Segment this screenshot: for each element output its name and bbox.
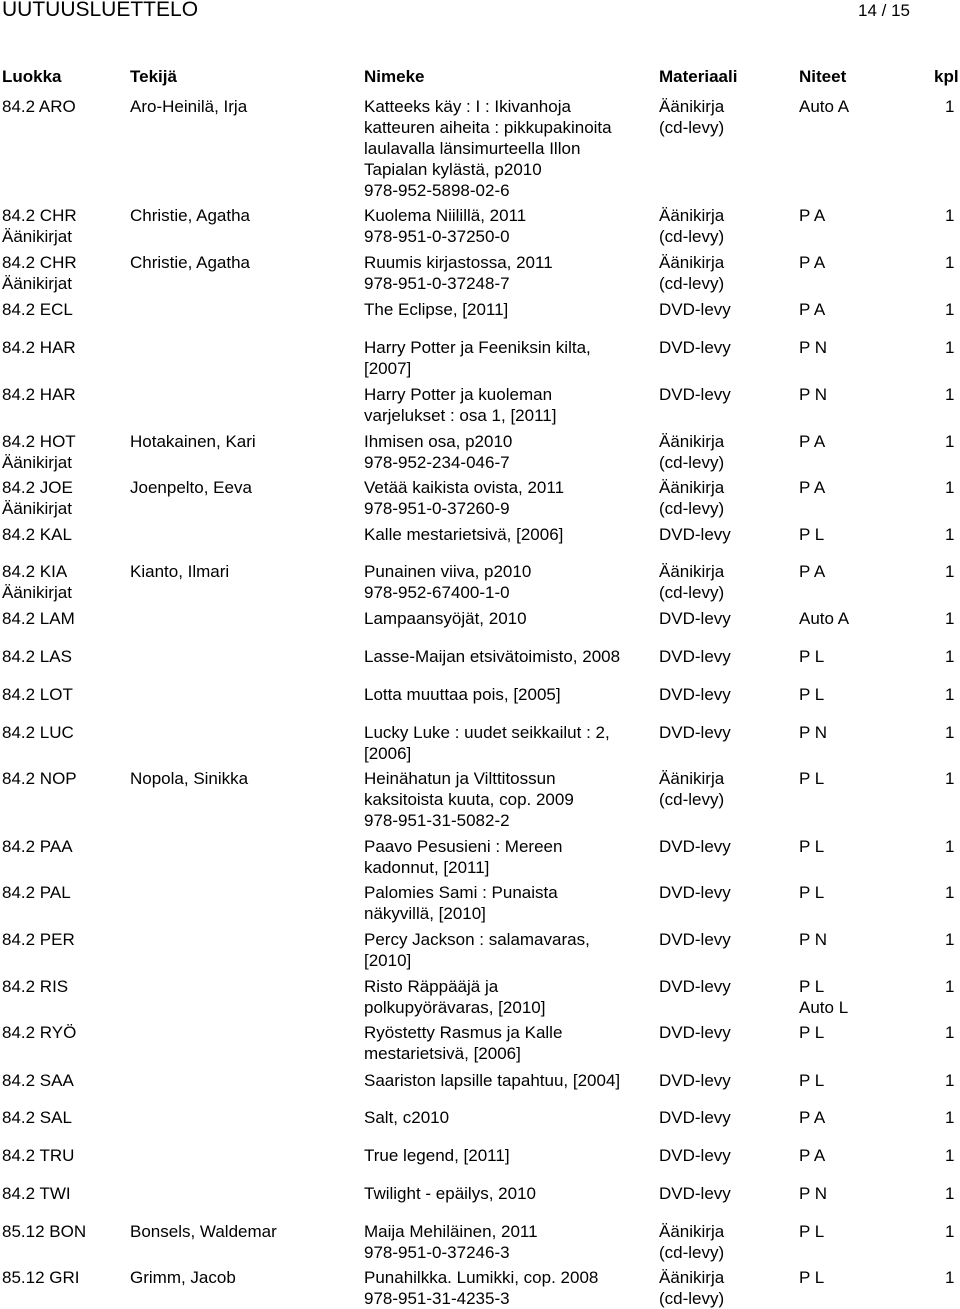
cell-line: P N xyxy=(799,1184,828,1203)
cell-line: Äänikirjat xyxy=(2,499,72,518)
cell-line: näkyvillä, [2010] xyxy=(364,904,486,923)
cell-kpl: 1 xyxy=(945,97,955,116)
cell-line: 84.2 HOT xyxy=(2,432,76,451)
cell-line: P L xyxy=(799,769,825,788)
cell-materiaali xyxy=(659,524,731,545)
cell-line: 978-951-31-4235-3 xyxy=(364,1289,510,1308)
cell-line: DVD-levy xyxy=(659,525,731,544)
cell-line: 84.2 KAL xyxy=(2,525,72,544)
cell-line: Saariston lapsille tapahtuu, [2004] xyxy=(364,1071,621,1090)
cell-luokka xyxy=(2,684,73,705)
cell-line: [2006] xyxy=(364,744,412,763)
cell-line: [2007] xyxy=(364,359,412,378)
cell-luokka xyxy=(2,646,72,667)
cell-kpl: 1 xyxy=(945,883,955,902)
cell-niteet xyxy=(799,882,824,903)
cell-line: Äänikirja xyxy=(659,1268,725,1287)
cell-line: 84.2 SAL xyxy=(2,1108,72,1127)
cell-luokka xyxy=(2,477,73,519)
cell-line: Lampaansyöjät, 2010 xyxy=(364,609,527,628)
cell-line: 84.2 JOE xyxy=(2,478,73,497)
cell-line: P N xyxy=(799,385,828,404)
cell-line: (cd-levy) xyxy=(659,118,725,137)
cell-materiaali xyxy=(659,337,731,358)
cell-line: P L xyxy=(799,977,825,996)
cell-line: P A xyxy=(799,1146,826,1165)
cell-nimeke xyxy=(364,1183,536,1204)
cell-line: 84.2 PAL xyxy=(2,883,71,902)
cell-line: Palomies Sami : Punaista xyxy=(364,883,558,902)
cell-line: 84.2 CHR xyxy=(2,206,77,225)
cell-niteet xyxy=(799,646,824,667)
cell-tekija xyxy=(130,768,248,789)
cell-line: Vetää kaikista ovista, 2011 xyxy=(364,478,565,497)
cell-line: Auto A xyxy=(799,97,850,116)
cell-materiaali xyxy=(659,252,724,294)
cell-line: Ruumis kirjastossa, 2011 xyxy=(364,253,553,272)
cell-line: Punahilkka. Lumikki, cop. 2008 xyxy=(364,1268,599,1287)
cell-line: Grimm, Jacob xyxy=(130,1268,236,1287)
cell-line: Äänikirjat xyxy=(2,227,72,246)
cell-luokka xyxy=(2,431,76,473)
cell-line: Äänikirjat xyxy=(2,583,72,602)
cell-nimeke xyxy=(364,836,562,878)
cell-line: Nopola, Sinikka xyxy=(130,769,249,788)
cell-line: DVD-levy xyxy=(659,1071,731,1090)
cell-tekija xyxy=(130,205,250,226)
cell-materiaali xyxy=(659,299,731,320)
page-number: 14 / 15 xyxy=(858,1,910,20)
cell-line: Katteeks käy : I : Ikivanhoja xyxy=(364,97,571,116)
cell-line: DVD-levy xyxy=(659,338,731,357)
cell-materiaali xyxy=(659,1145,731,1166)
cell-line: 84.2 LAM xyxy=(2,609,75,628)
cell-nimeke xyxy=(364,431,512,473)
cell-tekija xyxy=(130,561,229,582)
cell-materiaali xyxy=(659,768,724,810)
cell-luokka xyxy=(2,1022,76,1043)
cell-line: 84.2 LOT xyxy=(2,685,73,704)
cell-line: 978-952-67400-1-0 xyxy=(364,583,510,602)
cell-kpl: 1 xyxy=(945,253,955,272)
cell-niteet xyxy=(799,1183,827,1204)
cell-niteet xyxy=(799,1022,824,1043)
cell-niteet xyxy=(799,252,825,273)
cell-kpl: 1 xyxy=(945,206,955,225)
cell-line: P N xyxy=(799,723,828,742)
cell-kpl: 1 xyxy=(945,930,955,949)
cell-line: 85.12 BON xyxy=(2,1222,87,1241)
cell-line: Äänikirjat xyxy=(2,453,72,472)
cell-line: 84.2 PAA xyxy=(2,837,73,856)
cell-kpl: 1 xyxy=(945,1222,955,1241)
cell-line: Auto L xyxy=(799,998,849,1017)
cell-materiaali xyxy=(659,1070,731,1091)
cell-luokka xyxy=(2,882,71,903)
cell-niteet xyxy=(799,1221,824,1242)
cell-niteet xyxy=(799,477,825,498)
cell-line: 84.2 TWI xyxy=(2,1184,71,1203)
cell-line: P N xyxy=(799,930,828,949)
cell-nimeke xyxy=(364,1221,538,1263)
cell-nimeke xyxy=(364,384,556,426)
cell-line: P L xyxy=(799,1023,825,1042)
cell-niteet xyxy=(799,337,827,358)
cell-luokka xyxy=(2,1070,74,1091)
cell-line: 84.2 RIS xyxy=(2,977,69,996)
cell-kpl: 1 xyxy=(945,1184,955,1203)
cell-nimeke xyxy=(364,252,553,294)
cell-line: (cd-levy) xyxy=(659,790,725,809)
cell-line: 978-952-234-046-7 xyxy=(364,453,510,472)
cell-line: Bonsels, Waldemar xyxy=(130,1222,277,1241)
cell-kpl: 1 xyxy=(945,478,955,497)
cell-line: [2010] xyxy=(364,951,412,970)
cell-tekija xyxy=(130,431,256,452)
cell-niteet xyxy=(799,1145,825,1166)
cell-line: P A xyxy=(799,300,826,319)
cell-line: 84.2 HAR xyxy=(2,338,76,357)
cell-line: Harry Potter ja Feeniksin kilta, xyxy=(364,338,591,357)
cell-nimeke xyxy=(364,976,545,1018)
cell-line: Paavo Pesusieni : Mereen xyxy=(364,837,563,856)
cell-nimeke xyxy=(364,1267,598,1309)
cell-kpl: 1 xyxy=(945,609,955,628)
cell-line: P L xyxy=(799,883,825,902)
cell-line: polkupyörävaras, [2010] xyxy=(364,998,546,1017)
column-header-nimeke: Nimeke xyxy=(364,67,425,86)
cell-line: 84.2 ARO xyxy=(2,97,76,116)
cell-line: Kianto, Ilmari xyxy=(130,562,230,581)
cell-line: Harry Potter ja kuoleman xyxy=(364,385,553,404)
cell-luokka xyxy=(2,561,72,603)
cell-line: 978-952-5898-02-6 xyxy=(364,181,510,200)
cell-niteet xyxy=(799,1267,824,1288)
cell-niteet xyxy=(799,524,824,545)
cell-line: DVD-levy xyxy=(659,609,731,628)
cell-niteet xyxy=(799,384,827,405)
cell-materiaali xyxy=(659,646,731,667)
cell-line: 978-951-0-37260-9 xyxy=(364,499,510,518)
cell-line: 84.2 ECL xyxy=(2,300,73,319)
cell-line: The Eclipse, [2011] xyxy=(364,300,509,319)
cell-line: (cd-levy) xyxy=(659,227,725,246)
cell-line: P A xyxy=(799,1108,826,1127)
cell-nimeke xyxy=(364,337,591,379)
cell-line: 84.2 SAA xyxy=(2,1071,74,1090)
cell-line: 84.2 TRU xyxy=(2,1146,75,1165)
cell-nimeke xyxy=(364,929,590,971)
cell-niteet xyxy=(799,1070,824,1091)
cell-line: Salt, c2010 xyxy=(364,1108,450,1127)
cell-materiaali xyxy=(659,684,731,705)
cell-line: DVD-levy xyxy=(659,647,731,666)
cell-niteet xyxy=(799,561,825,582)
cell-materiaali xyxy=(659,1107,731,1128)
cell-line: DVD-levy xyxy=(659,685,731,704)
cell-line: Maija Mehiläinen, 2011 xyxy=(364,1222,538,1241)
cell-line: DVD-levy xyxy=(659,1146,731,1165)
cell-tekija xyxy=(130,1267,236,1288)
cell-materiaali xyxy=(659,882,731,903)
cell-materiaali xyxy=(659,1183,731,1204)
cell-niteet xyxy=(799,929,827,950)
cell-line: Ryöstetty Rasmus ja Kalle xyxy=(364,1023,563,1042)
cell-line: 978-951-31-5082-2 xyxy=(364,811,510,830)
cell-line: (cd-levy) xyxy=(659,583,725,602)
column-header-niteet: Niteet xyxy=(799,67,847,86)
cell-luokka xyxy=(2,96,76,117)
cell-tekija xyxy=(130,252,250,273)
cell-materiaali xyxy=(659,96,724,138)
cell-nimeke xyxy=(364,646,620,667)
cell-kpl: 1 xyxy=(945,1268,955,1287)
cell-tekija xyxy=(130,1221,277,1242)
cell-line: P A xyxy=(799,562,826,581)
cell-line: Percy Jackson : salamavaras, xyxy=(364,930,590,949)
cell-kpl: 1 xyxy=(945,385,955,404)
cell-materiaali xyxy=(659,1267,724,1309)
cell-line: Lucky Luke : uudet seikkailut : 2, xyxy=(364,723,610,742)
cell-luokka xyxy=(2,299,73,320)
cell-luokka xyxy=(2,1267,80,1288)
cell-line: 84.2 KIA xyxy=(2,562,68,581)
cell-line: P L xyxy=(799,837,825,856)
cell-line: Punainen viiva, p2010 xyxy=(364,562,532,581)
cell-kpl: 1 xyxy=(945,837,955,856)
cell-materiaali xyxy=(659,1221,724,1263)
cell-nimeke xyxy=(364,882,558,924)
cell-luokka xyxy=(2,384,76,405)
cell-materiaali xyxy=(659,477,724,519)
cell-line: Ihmisen osa, p2010 xyxy=(364,432,513,451)
cell-line: DVD-levy xyxy=(659,723,731,742)
cell-kpl: 1 xyxy=(945,685,955,704)
cell-luokka xyxy=(2,608,75,629)
cell-line: Äänikirja xyxy=(659,432,725,451)
cell-line: P L xyxy=(799,1222,825,1241)
cell-line: Aro-Heinilä, Irja xyxy=(130,97,248,116)
cell-luokka xyxy=(2,1183,71,1204)
cell-line: 84.2 CHR xyxy=(2,253,77,272)
cell-line: DVD-levy xyxy=(659,930,731,949)
cell-kpl: 1 xyxy=(945,1146,955,1165)
cell-line: True legend, [2011] xyxy=(364,1146,510,1165)
cell-line: 978-951-0-37248-7 xyxy=(364,274,510,293)
cell-line: 84.2 PER xyxy=(2,930,75,949)
cell-kpl: 1 xyxy=(945,525,955,544)
cell-line: DVD-levy xyxy=(659,385,731,404)
cell-niteet xyxy=(799,722,827,743)
cell-line: (cd-levy) xyxy=(659,499,725,518)
cell-tekija xyxy=(130,477,252,498)
cell-line: varjelukset : osa 1, [2011] xyxy=(364,406,557,425)
cell-line: 84.2 RYÖ xyxy=(2,1023,77,1042)
cell-line: Äänikirja xyxy=(659,1222,725,1241)
cell-line: DVD-levy xyxy=(659,1108,731,1127)
cell-kpl: 1 xyxy=(945,338,955,357)
cell-line: DVD-levy xyxy=(659,1023,731,1042)
cell-line: P L xyxy=(799,1071,825,1090)
cell-luokka xyxy=(2,1107,72,1128)
cell-luokka xyxy=(2,929,75,950)
cell-kpl: 1 xyxy=(945,1023,955,1042)
column-header-tekija: Tekijä xyxy=(130,67,177,86)
cell-niteet xyxy=(799,836,824,857)
cell-luokka xyxy=(2,722,74,743)
cell-line: Christie, Agatha xyxy=(130,253,251,272)
cell-nimeke xyxy=(364,477,564,519)
cell-line: Twilight - epäilys, 2010 xyxy=(364,1184,536,1203)
cell-line: Äänikirjat xyxy=(2,274,72,293)
cell-line: 978-951-0-37250-0 xyxy=(364,227,510,246)
cell-kpl: 1 xyxy=(945,1071,955,1090)
cell-line: (cd-levy) xyxy=(659,1243,725,1262)
cell-line: Kalle mestarietsivä, [2006] xyxy=(364,525,564,544)
cell-nimeke xyxy=(364,768,574,831)
cell-niteet xyxy=(799,431,825,452)
cell-materiaali xyxy=(659,976,731,997)
cell-line: 84.2 NOP xyxy=(2,769,77,788)
cell-line: Risto Räppääjä ja xyxy=(364,977,499,996)
cell-materiaali xyxy=(659,836,731,857)
cell-luokka xyxy=(2,836,73,857)
cell-kpl: 1 xyxy=(945,432,955,451)
cell-nimeke xyxy=(364,524,563,545)
cell-luokka xyxy=(2,524,72,545)
cell-line: P L xyxy=(799,685,825,704)
cell-nimeke xyxy=(364,684,561,705)
cell-kpl: 1 xyxy=(945,300,955,319)
cell-line: (cd-levy) xyxy=(659,453,725,472)
cell-niteet xyxy=(799,768,824,789)
cell-niteet xyxy=(799,96,849,117)
cell-line: DVD-levy xyxy=(659,300,731,319)
cell-niteet xyxy=(799,205,825,226)
cell-kpl: 1 xyxy=(945,562,955,581)
cell-line: P L xyxy=(799,525,825,544)
cell-line: P A xyxy=(799,206,826,225)
cell-line: DVD-levy xyxy=(659,1184,731,1203)
cell-materiaali xyxy=(659,431,724,473)
cell-line: kaksitoista kuuta, cop. 2009 xyxy=(364,790,574,809)
cell-line: kadonnut, [2011] xyxy=(364,858,490,877)
cell-niteet xyxy=(799,608,849,629)
cell-luokka xyxy=(2,252,77,294)
cell-luokka xyxy=(2,976,68,997)
cell-line: Kuolema Niilillä, 2011 xyxy=(364,206,527,225)
cell-nimeke xyxy=(364,205,526,247)
cell-kpl: 1 xyxy=(945,977,955,996)
cell-line: Auto A xyxy=(799,609,850,628)
cell-materiaali xyxy=(659,384,731,405)
cell-niteet xyxy=(799,976,848,1018)
cell-niteet xyxy=(799,684,824,705)
cell-line: 84.2 HAR xyxy=(2,385,76,404)
cell-kpl: 1 xyxy=(945,723,955,742)
cell-niteet xyxy=(799,299,825,320)
cell-kpl: 1 xyxy=(945,769,955,788)
cell-line: (cd-levy) xyxy=(659,1289,725,1308)
cell-line: 85.12 GRI xyxy=(2,1268,80,1287)
cell-line: P N xyxy=(799,338,828,357)
cell-luokka xyxy=(2,1145,74,1166)
cell-line: Äänikirja xyxy=(659,478,725,497)
cell-nimeke xyxy=(364,722,610,764)
cell-line: Äänikirja xyxy=(659,769,725,788)
cell-kpl: 1 xyxy=(945,1108,955,1127)
cell-line: 84.2 LAS xyxy=(2,647,72,666)
cell-line: (cd-levy) xyxy=(659,274,725,293)
cell-line: DVD-levy xyxy=(659,977,731,996)
cell-line: laulavalla länsimurteella Illon xyxy=(364,139,581,158)
cell-line: Äänikirja xyxy=(659,562,725,581)
cell-tekija xyxy=(130,96,247,117)
cell-line: Äänikirja xyxy=(659,253,725,272)
cell-line: katteuren aiheita : pikkupakinoita xyxy=(364,118,612,137)
cell-nimeke xyxy=(364,1145,510,1166)
cell-luokka xyxy=(2,768,77,789)
cell-line: DVD-levy xyxy=(659,837,731,856)
cell-nimeke xyxy=(364,1070,620,1091)
cell-line: Äänikirja xyxy=(659,206,725,225)
cell-nimeke xyxy=(364,96,612,201)
document-title: UUTUUSLUETTELO xyxy=(2,0,199,21)
cell-nimeke xyxy=(364,608,527,629)
cell-line: Hotakainen, Kari xyxy=(130,432,256,451)
column-header-luokka: Luokka xyxy=(2,67,62,86)
cell-line: Tapialan kylästä, p2010 xyxy=(364,160,542,179)
cell-line: P L xyxy=(799,647,825,666)
cell-luokka xyxy=(2,1221,86,1242)
cell-line: Äänikirja xyxy=(659,97,725,116)
cell-materiaali xyxy=(659,1022,731,1043)
column-header-kpl: kpl xyxy=(934,67,959,86)
cell-nimeke xyxy=(364,1022,562,1064)
cell-line: 978-951-0-37246-3 xyxy=(364,1243,510,1262)
cell-line: mestarietsivä, [2006] xyxy=(364,1044,521,1063)
cell-materiaali xyxy=(659,561,724,603)
cell-kpl: 1 xyxy=(945,647,955,666)
cell-line: 84.2 LUC xyxy=(2,723,74,742)
cell-line: Heinähatun ja Vilttitossun xyxy=(364,769,556,788)
cell-line: P A xyxy=(799,478,826,497)
cell-niteet xyxy=(799,1107,825,1128)
cell-line: P A xyxy=(799,253,826,272)
cell-line: Joenpelto, Eeva xyxy=(130,478,252,497)
cell-materiaali xyxy=(659,608,731,629)
cell-line: DVD-levy xyxy=(659,883,731,902)
cell-line: P A xyxy=(799,432,826,451)
cell-nimeke xyxy=(364,1107,449,1128)
cell-nimeke xyxy=(364,561,531,603)
cell-materiaali xyxy=(659,929,731,950)
cell-luokka xyxy=(2,337,76,358)
cell-line: Christie, Agatha xyxy=(130,206,251,225)
column-header-materiaali: Materiaali xyxy=(659,67,738,86)
cell-luokka xyxy=(2,205,77,247)
cell-line: Lasse-Maijan etsivätoimisto, 2008 xyxy=(364,647,621,666)
cell-line: Lotta muuttaa pois, [2005] xyxy=(364,685,561,704)
cell-line: P L xyxy=(799,1268,825,1287)
cell-materiaali xyxy=(659,722,731,743)
cell-materiaali xyxy=(659,205,724,247)
cell-nimeke xyxy=(364,299,508,320)
